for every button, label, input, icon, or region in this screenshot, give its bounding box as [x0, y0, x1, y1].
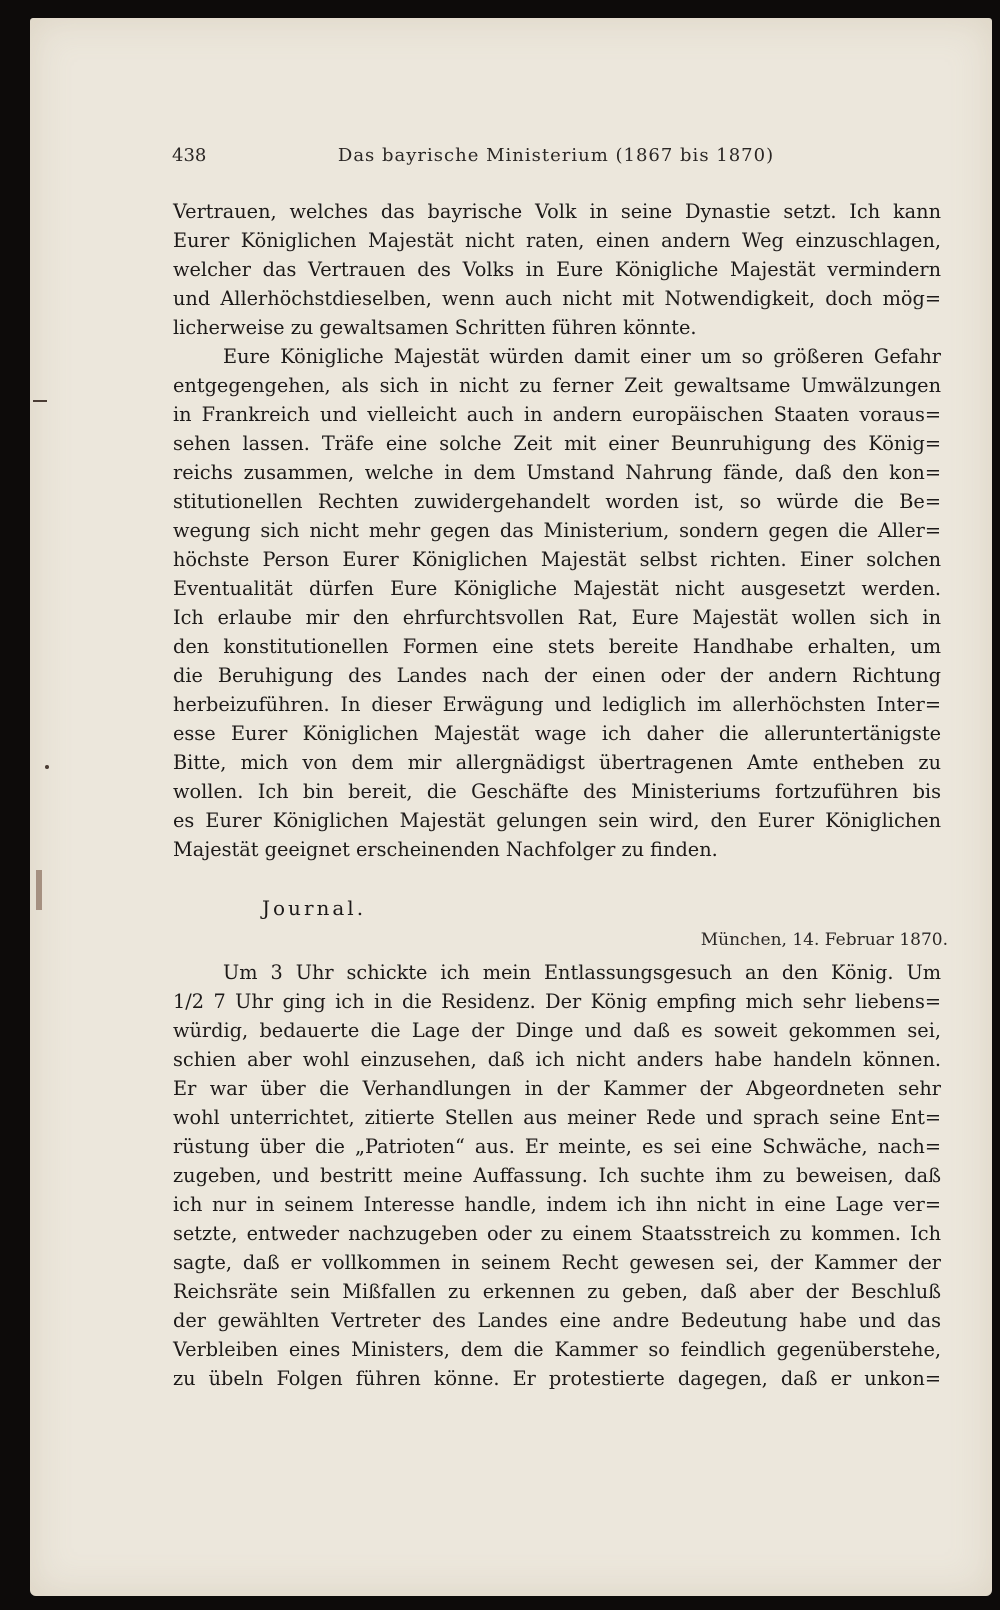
margin-dash-mark: [33, 400, 47, 402]
text-line: licherweise zu gewaltsamen Schritten führen könnte.: [173, 316, 697, 339]
page-number: 438: [172, 145, 207, 166]
journal-text: [173, 958, 941, 1393]
text-line: Verbleiben eines Ministers, dem die Kammer so feindlich gegenüberstehe,: [173, 1338, 941, 1361]
text-line: zu übeln Folgen führen könne. Er protestierte dagegen, daß er unkon=: [173, 1367, 941, 1390]
text-line: sehen lassen. Träfe eine solche Zeit mit einer Beunruhigung des König=: [173, 432, 941, 455]
text-line: ich nur in seinem Interesse handle, indem ich ihn nicht in eine Lage ver=: [173, 1193, 941, 1216]
text-line: der gewählten Vertreter des Landes eine andre Bedeutung habe und das: [173, 1309, 941, 1332]
text-line: Bitte, mich von dem mir allergnädigst übertragenen Amte entheben zu: [173, 751, 941, 774]
text-line: entgegengehen, als sich in nicht zu ferner Zeit gewaltsame Umwälzungen: [173, 374, 941, 397]
text-line: Eventualität dürfen Eure Königliche Majestät nicht ausgesetzt werden.: [173, 577, 941, 600]
text-line: Vertrauen, welches das bayrische Volk in seine Dynastie setzt. Ich kann: [173, 200, 941, 223]
text-line: den konstitutionellen Formen eine stets bereite Handhabe erhalten, um: [173, 635, 941, 658]
text-line: höchste Person Eurer Königlichen Majestät selbst richten. Einer solchen: [173, 548, 941, 571]
text-line: schien aber wohl einzusehen, daß ich nicht anders habe handeln können.: [173, 1048, 941, 1071]
text-line: wohl unterrichtet, zitierte Stellen aus meiner Rede und sprach seine Ent=: [173, 1106, 941, 1129]
text-line: wegung sich nicht mehr gegen das Ministerium, sondern gegen die Aller=: [173, 519, 941, 542]
text-line: zugeben, und bestritt meine Auffassung. Ich suchte ihm zu beweisen, daß: [173, 1164, 941, 1187]
text-line: Eure Königliche Majestät würden damit einer um so größeren Gefahr: [223, 345, 941, 368]
running-title: Das bayrische Ministerium (1867 bis 1870): [337, 145, 775, 166]
text-line: sagte, daß er vollkommen in seinem Recht gewesen sei, der Kammer der: [173, 1251, 941, 1274]
letter-text: [173, 197, 941, 864]
text-line: Um 3 Uhr schickte ich mein Entlassungsgesuch an den König. Um: [223, 961, 941, 984]
text-line: setzte, entweder nachzugeben oder zu einem Staatsstreich zu kommen. Ich: [173, 1222, 941, 1245]
text-line: Ich erlaube mir den ehrfurchtsvollen Rat, Eure Majestät wollen sich in: [173, 606, 941, 629]
journal-heading: Journal.: [262, 896, 367, 920]
margin-dot-mark: [45, 765, 49, 769]
text-line: welcher das Vertrauen des Volks in Eure Königliche Majestät vermindern: [173, 258, 941, 281]
text-line: esse Eurer Königlichen Majestät wage ich daher die alleruntertänigste: [173, 722, 941, 745]
journal-dateline: München, 14. Februar 1870.: [700, 930, 948, 950]
text-line: wollen. Ich bin bereit, die Geschäfte des Ministeriums fortzuführen bis: [173, 780, 941, 803]
text-line: 1/2 7 Uhr ging ich in die Residenz. Der König empfing mich sehr liebens=: [173, 990, 941, 1013]
text-line: herbeizuführen. In dieser Erwägung und lediglich im allerhöchsten Inter=: [173, 693, 941, 716]
text-line: Eurer Königlichen Majestät nicht raten, einen andern Weg einzuschlagen,: [173, 229, 941, 252]
text-line: würdig, bedauerte die Lage der Dinge und daß es soweit gekommen sei,: [173, 1019, 941, 1042]
text-line: reichs zusammen, welche in dem Umstand Nahrung fände, daß den kon=: [173, 461, 941, 484]
text-line: in Frankreich und vielleicht auch in andern europäischen Staaten voraus=: [173, 403, 941, 426]
text-line: und Allerhöchstdieselben, wenn auch nicht mit Notwendigkeit, doch mög=: [173, 287, 941, 310]
text-line: Er war über die Verhandlungen in der Kammer der Abgeordneten sehr: [173, 1077, 941, 1100]
text-line: Reichsräte sein Mißfallen zu erkennen zu geben, daß aber der Beschluß: [173, 1280, 941, 1303]
text-line: rüstung über die „Patrioten“ aus. Er meinte, es sei eine Schwäche, nach=: [173, 1135, 941, 1158]
text-line: es Eurer Königlichen Majestät gelungen sein wird, den Eurer Königlichen: [173, 809, 941, 832]
margin-tick-mark: [36, 870, 42, 910]
text-line: die Beruhigung des Landes nach der einen oder der andern Richtung: [173, 664, 941, 687]
text-line: stitutionellen Rechten zuwidergehandelt worden ist, so würde die Be=: [173, 490, 941, 513]
text-line: Majestät geeignet erscheinenden Nachfolger zu finden.: [173, 838, 718, 861]
